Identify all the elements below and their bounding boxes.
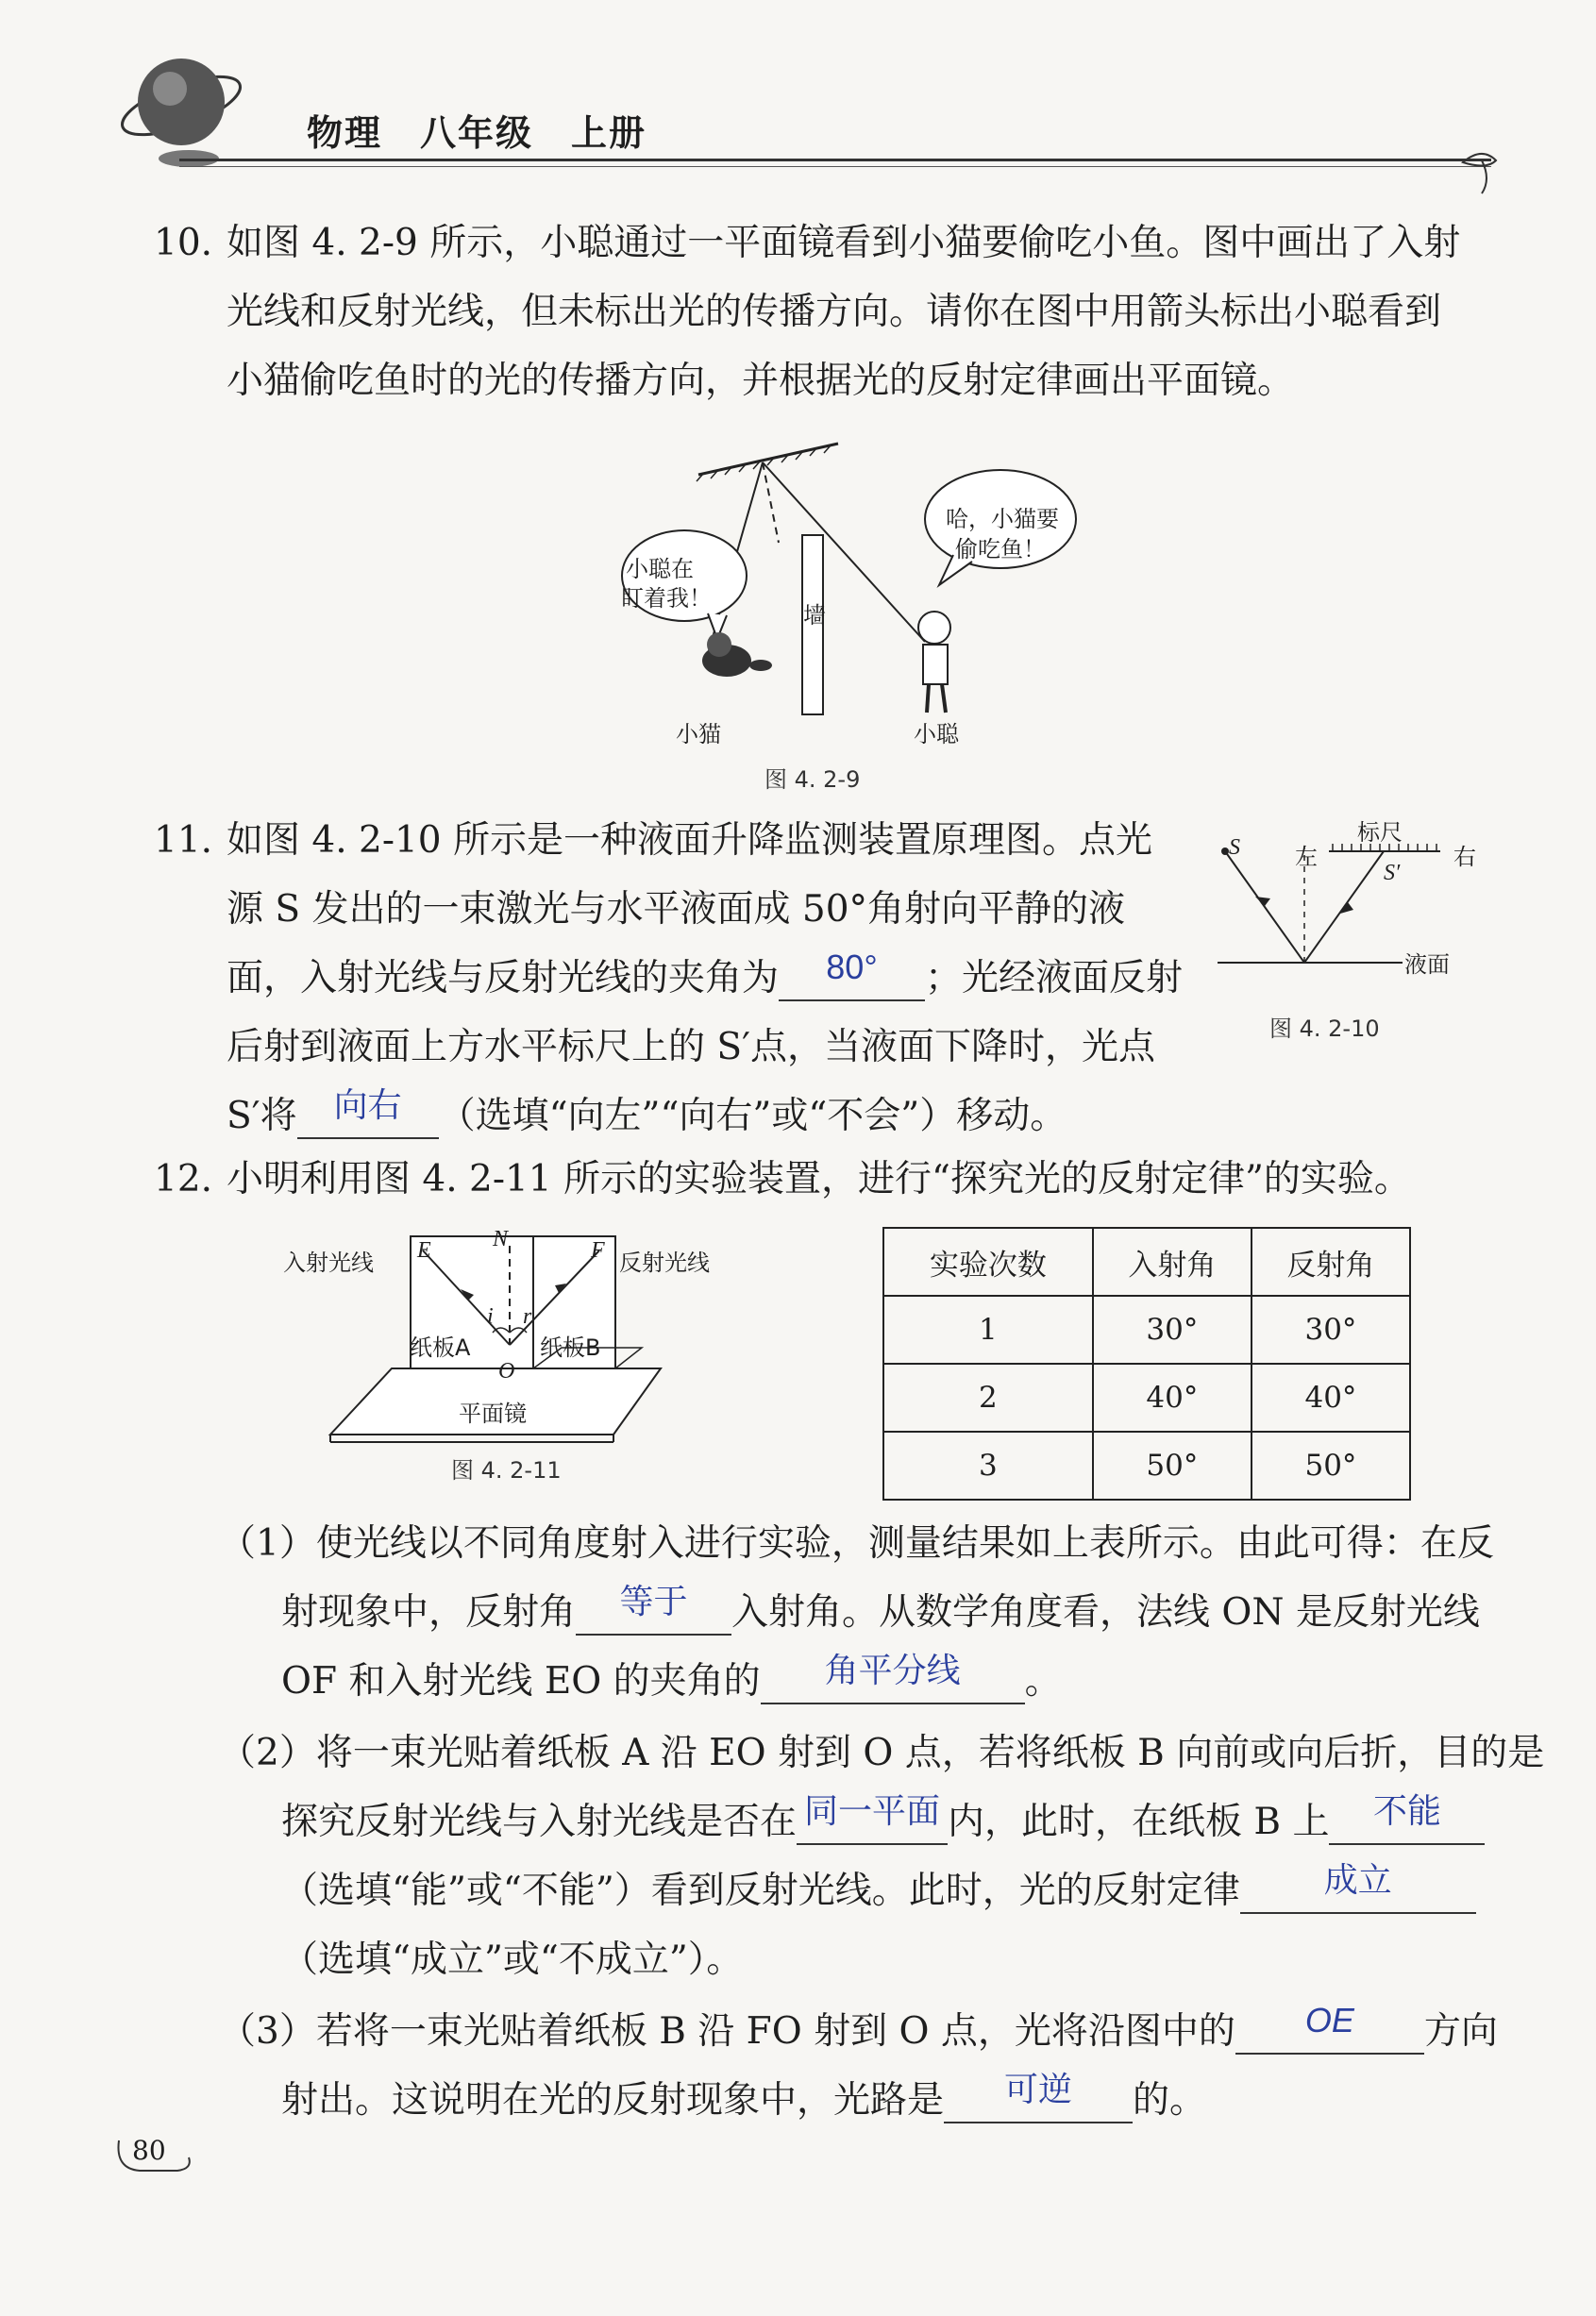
cat-icon xyxy=(702,632,772,677)
q12-p1-answer2-blank[interactable] xyxy=(761,1651,1025,1704)
page-number: 80 xyxy=(132,2135,166,2166)
q12-p2-answer3-blank[interactable] xyxy=(1240,1860,1476,1914)
table-cell: 50° xyxy=(1252,1432,1410,1500)
q12-p2-line3-prefix: （选填“能”或“不能”）看到反射光线。此时，光的反射定律 xyxy=(281,1870,1240,1912)
q12-p1-line2-prefix: 射现象中，反射角 xyxy=(281,1591,577,1634)
q11-line3-prefix: 面，入射光线与反射光线的夹角为 xyxy=(227,957,780,999)
q12-p1-line3 xyxy=(281,1648,1062,1716)
table-cell: 40° xyxy=(1093,1364,1252,1432)
fig10-left: 左 xyxy=(1295,844,1318,870)
fig11-r: r xyxy=(523,1304,532,1329)
fig11-board-b: 纸板B xyxy=(540,1334,601,1361)
fig10-right: 右 xyxy=(1453,844,1476,870)
q10-line3: 小猫偷吃鱼时的光的传播方向，并根据光的反射定律画出平面镜。 xyxy=(227,360,1295,402)
table-cell: 30° xyxy=(1093,1296,1252,1364)
boy-label: 小聪 xyxy=(914,721,959,747)
q12-p3-answer2: 可逆 xyxy=(1004,2070,1073,2108)
q11-number: 11. xyxy=(154,819,213,862)
fig11-incident-label: 入射光线 xyxy=(283,1250,374,1276)
q11-answer1-blank[interactable] xyxy=(779,948,925,1001)
q11-line4: 后射到液面上方水平标尺上的 S′点，当液面下降时，光点 xyxy=(227,1026,1155,1068)
bubble-boy-line2: 偷吃鱼！ xyxy=(955,536,1046,562)
q12-p3-line1-suffix: 方向 xyxy=(1423,2010,1498,2053)
q11-line5-suffix: （选填“向左”“向右”或“不会”）移动。 xyxy=(438,1095,1067,1137)
fig11-f: F xyxy=(591,1238,605,1263)
q11-line3 xyxy=(227,945,1183,1013)
header-rule-thin xyxy=(179,166,1491,167)
results-table xyxy=(882,1227,1411,1501)
page-title: 物理 八年级 上册 xyxy=(307,111,647,154)
bubble-cat-line2: 盯着我！ xyxy=(621,585,712,612)
table-row xyxy=(883,1364,1410,1432)
q12-p2-line3 xyxy=(281,1857,1476,1925)
q12-p1-line3-suffix: 。 xyxy=(1024,1660,1062,1703)
q12-p2-line2-prefix: 探究反射光线与入射光线是否在 xyxy=(281,1801,798,1843)
q12-p2-answer3: 成立 xyxy=(1323,1860,1392,1899)
wall-label: 墙 xyxy=(803,602,826,629)
q12-p3-line1-prefix: （3）若将一束光贴着纸板 B 沿 FO 射到 O 点，光将沿图中的 xyxy=(219,2010,1235,2053)
q12-p3-line1 xyxy=(219,1998,1498,2066)
q11-answer1: 80° xyxy=(826,948,878,986)
q11-line1: 如图 4. 2-10 所示是一种液面升降监测装置原理图。点光 xyxy=(227,819,1153,862)
q12-p2-line4: （选填“成立”或“不成立”）。 xyxy=(281,1938,744,1981)
fig10-ruler: 标尺 xyxy=(1357,819,1403,846)
q12-p1-answer1-blank[interactable] xyxy=(576,1582,731,1636)
fig10-s: S xyxy=(1229,835,1240,860)
q11-answer2: 向右 xyxy=(333,1085,402,1124)
q12-p2-answer2: 不能 xyxy=(1372,1791,1441,1830)
table-cell: 2 xyxy=(883,1364,1093,1432)
table-cell: 40° xyxy=(1252,1364,1410,1432)
table-cell: 50° xyxy=(1093,1432,1252,1500)
q11-line2: 源 S 发出的一束激光与水平液面成 50°角射向平静的液 xyxy=(227,888,1126,931)
q12-p3-line2 xyxy=(281,2067,1206,2135)
q12-p1-answer1: 等于 xyxy=(619,1582,688,1620)
bubble-cat-line1: 小聪在 xyxy=(626,556,694,582)
figure-caption-4-2-11: 图 4. 2-11 xyxy=(451,1457,562,1484)
fig10-liquid: 液面 xyxy=(1404,951,1450,978)
table-header-row xyxy=(883,1228,1410,1296)
q12-number: 12. xyxy=(154,1158,213,1200)
q12-p3-line2-suffix: 的。 xyxy=(1133,2079,1207,2122)
q12-p3-answer2-blank[interactable] xyxy=(944,2070,1133,2123)
q11-answer2-blank[interactable] xyxy=(297,1085,439,1139)
table-row xyxy=(883,1296,1410,1364)
q12-p2-answer1: 同一平面 xyxy=(804,1791,941,1830)
fig10-s-prime: S′ xyxy=(1384,861,1401,885)
bubble-boy-line1: 哈，小猫要 xyxy=(946,506,1059,532)
q12-p2-answer1-blank[interactable] xyxy=(797,1791,948,1845)
fig11-i: i xyxy=(487,1304,494,1329)
table-header-cell: 入射角 xyxy=(1093,1228,1252,1296)
table-row xyxy=(883,1432,1410,1500)
leaf-ornament-icon xyxy=(1453,142,1510,198)
globe-icon xyxy=(113,40,255,172)
fig11-n: N xyxy=(493,1227,509,1251)
fig11-o: O xyxy=(498,1359,515,1384)
fig11-reflected-label: 反射光线 xyxy=(619,1250,710,1276)
q11-line5 xyxy=(227,1082,1067,1150)
table-header-cell: 反射角 xyxy=(1252,1228,1410,1296)
table-cell: 30° xyxy=(1252,1296,1410,1364)
cat-label: 小猫 xyxy=(676,721,721,747)
table-cell: 1 xyxy=(883,1296,1093,1364)
figure-caption-4-2-10: 图 4. 2-10 xyxy=(1269,1015,1380,1042)
q10-line2: 光线和反射光线，但未标出光的传播方向。请你在图中用箭头标出小聪看到 xyxy=(227,291,1442,333)
q12-p2-line1: （2）将一束光贴着纸板 A 沿 EO 射到 O 点，若将纸板 B 向前或向后折，目的是 xyxy=(219,1732,1545,1774)
table-cell: 3 xyxy=(883,1432,1093,1500)
q12-intro: 小明利用图 4. 2-11 所示的实验装置，进行“探究光的反射定律”的实验。 xyxy=(227,1158,1411,1200)
q11-line5-prefix: S′将 xyxy=(227,1095,297,1137)
q12-p2-answer2-blank[interactable] xyxy=(1329,1791,1485,1845)
q12-p3-answer1: OE xyxy=(1304,2001,1354,2039)
q10-number: 10. xyxy=(154,222,213,264)
fig11-board-a: 纸板A xyxy=(410,1334,471,1361)
q12-p1-answer2: 角平分线 xyxy=(824,1651,961,1689)
q12-p3-answer1-blank[interactable] xyxy=(1235,2001,1424,2055)
q12-p2-line2 xyxy=(281,1788,1485,1856)
fig11-mirror: 平面镜 xyxy=(459,1401,527,1427)
q12-p1-line2 xyxy=(281,1579,1480,1647)
table-header-cell: 实验次数 xyxy=(883,1228,1093,1296)
q11-line3-suffix: ；光经液面反射 xyxy=(925,957,1184,999)
figure-caption-4-2-9: 图 4. 2-9 xyxy=(764,766,861,793)
q12-p3-line2-prefix: 射出。这说明在光的反射现象中，光路是 xyxy=(281,2079,945,2122)
q12-p2-line2-mid: 内，此时，在纸板 B 上 xyxy=(948,1801,1330,1843)
q12-p1-line2-suffix: 入射角。从数学角度看，法线 ON 是反射光线 xyxy=(731,1591,1480,1634)
fig11-e: E xyxy=(417,1238,431,1263)
header-rule xyxy=(179,159,1491,161)
q10-line1: 如图 4. 2-9 所示，小聪通过一平面镜看到小猫要偷吃小鱼。图中画出了入射 xyxy=(227,222,1461,264)
q12-p1-line3-prefix: OF 和入射光线 EO 的夹角的 xyxy=(281,1660,761,1703)
q12-p1-line1: （1）使光线以不同角度射入进行实验，测量结果如上表所示。由此可得：在反 xyxy=(219,1522,1494,1565)
boy-icon xyxy=(918,612,950,713)
